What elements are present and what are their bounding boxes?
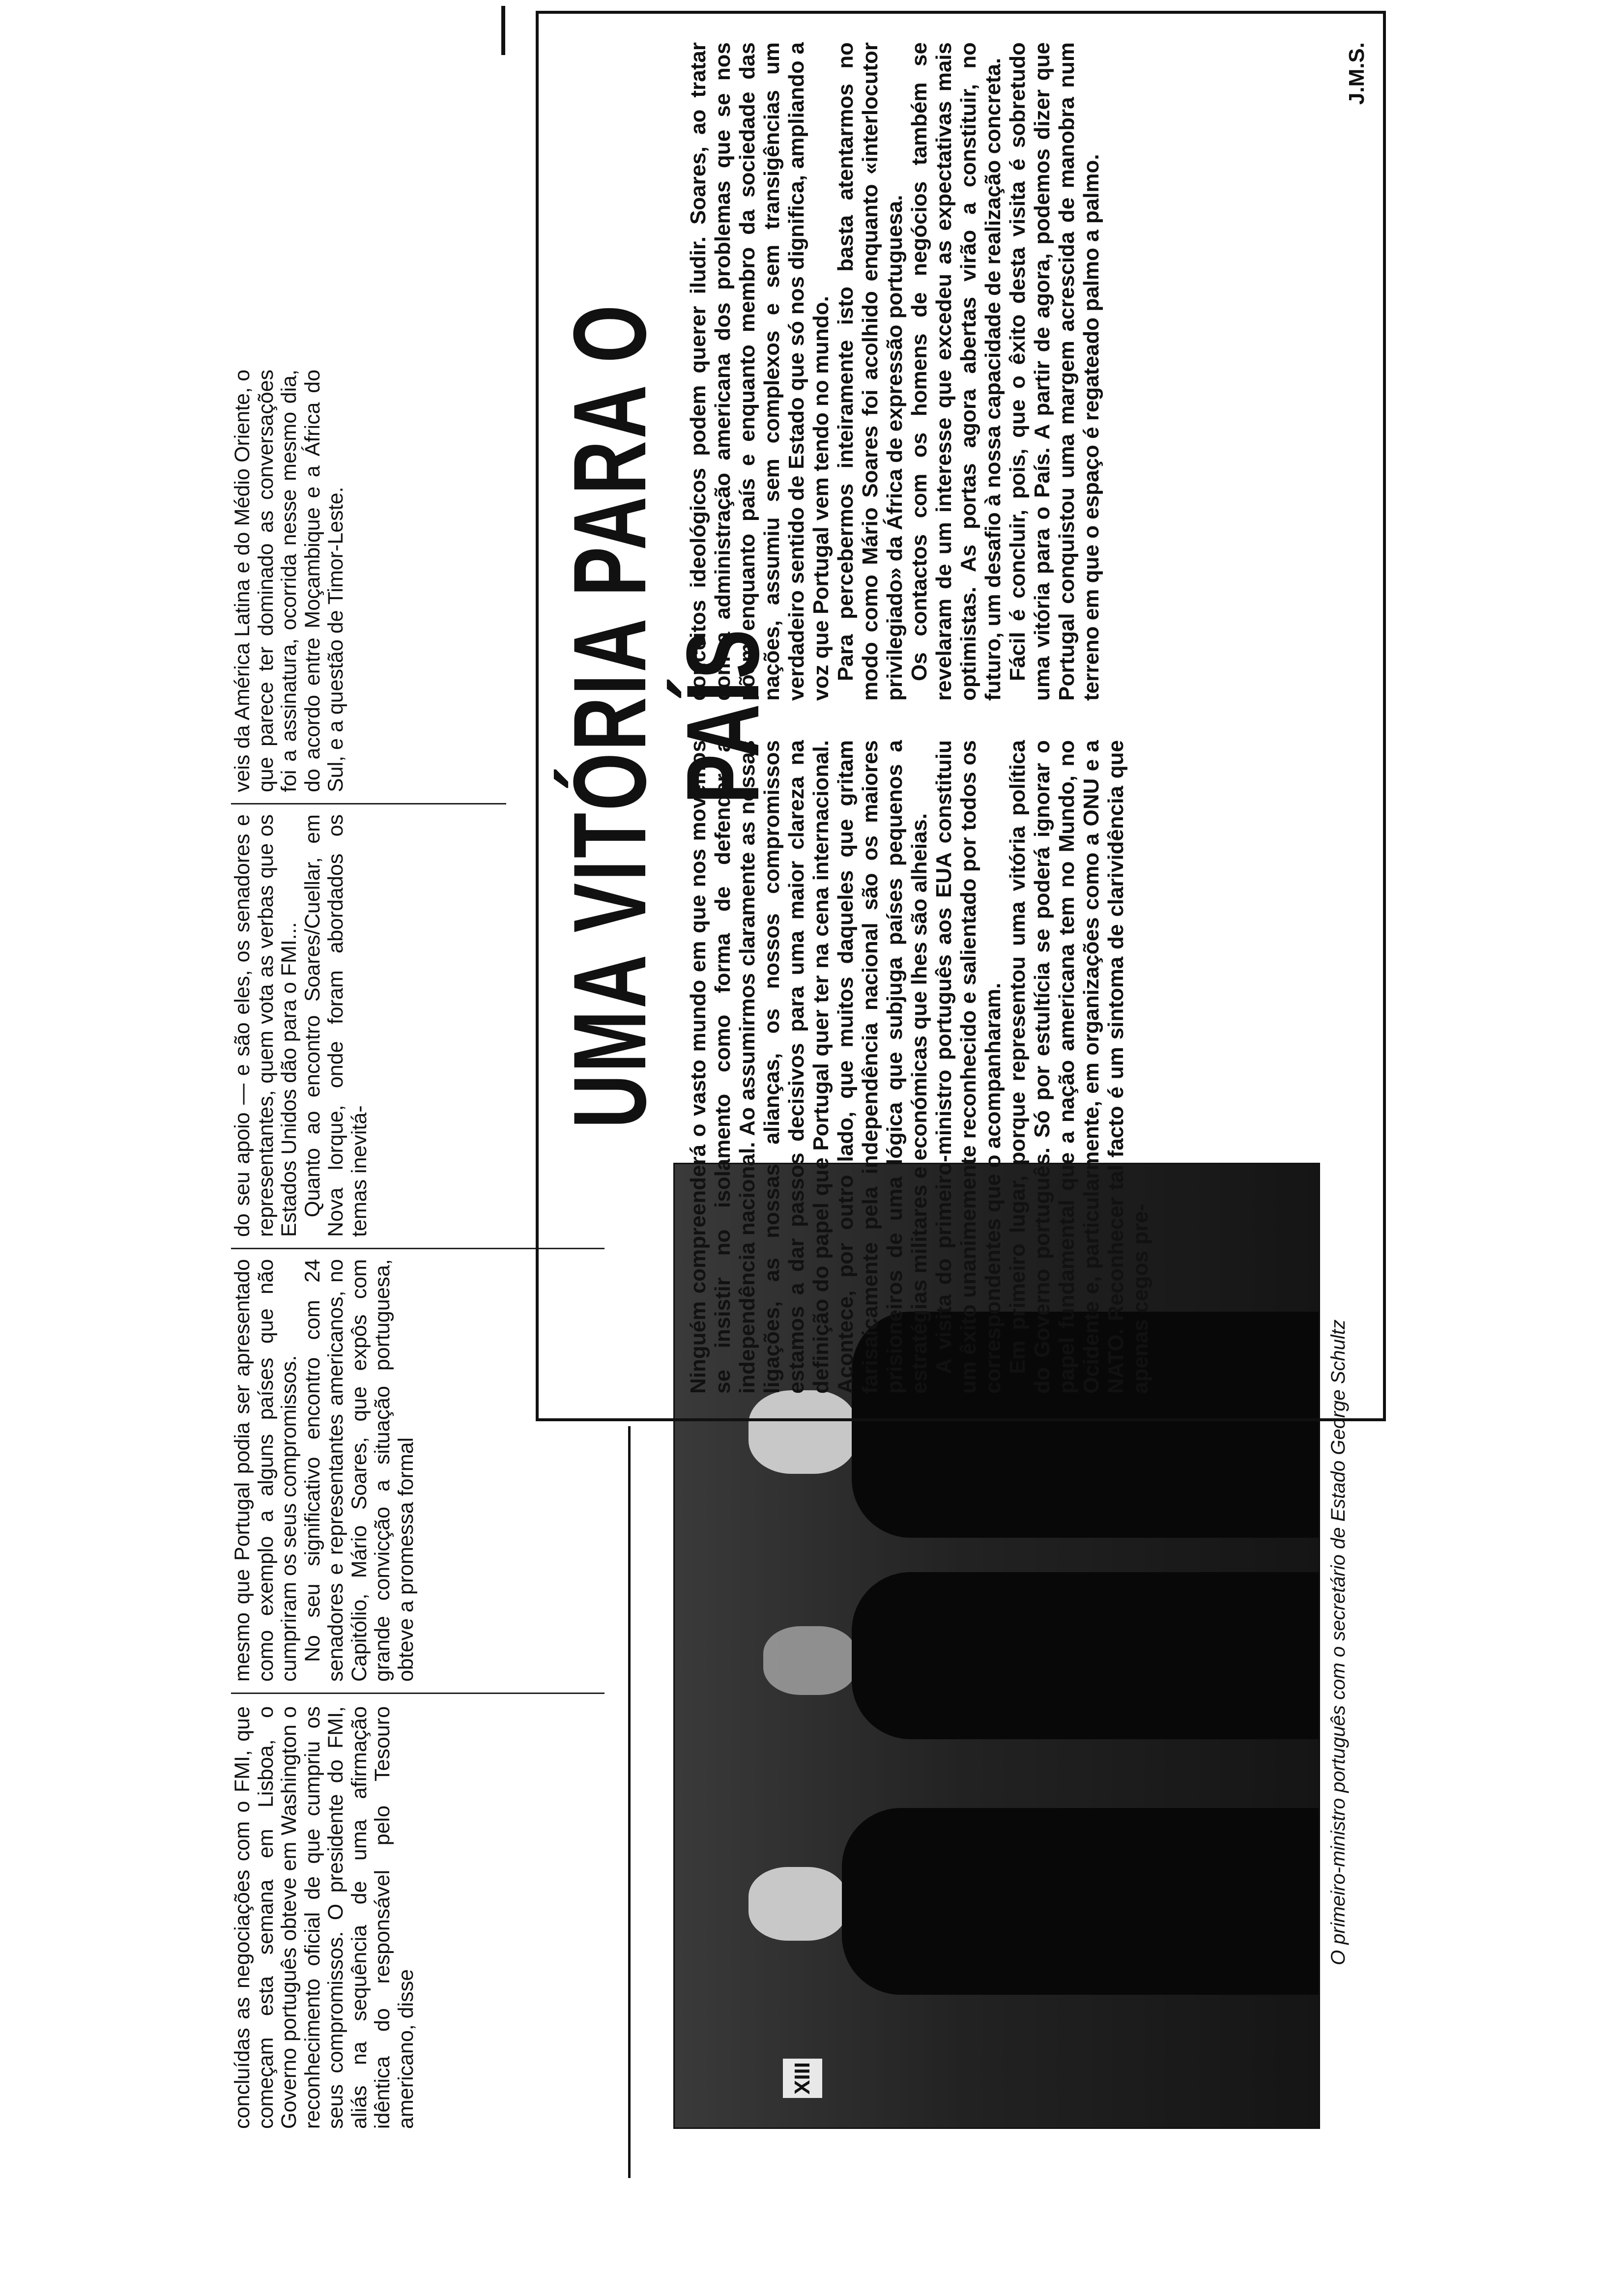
top-rule-right <box>501 6 505 55</box>
paragraph: A visita do primeiro-ministro português aos EUA constituiu um êxito unanimemente reconhecido e salientado por todos os correspondentes que o acompanharam. <box>932 740 1005 1394</box>
paragraph: Os contactos com os homens de negócios também se revelaram de um interesse que excedeu as expectativas mais optimistas. As portas agora abertas virão a constituir, no futuro, um desafio à nossa capacidade de realização concreta. <box>907 42 1005 701</box>
column-divider <box>231 1693 604 1694</box>
editorial-signature: J.M.S. <box>1345 42 1369 105</box>
photo-flag-plaque: XIII <box>783 2059 822 2098</box>
paragraph: mesmo que Portugal podia ser apresentado como exemplo a alguns países que não cumpriram os seus compromissos. <box>230 1259 301 1682</box>
paragraph: veis da América Latina e do Médio Oriente, o que parece ter dominado as conversações foi a assinatura, ocorrida nesse mesmo dia, do acordo entre Moçambique e a África do Sul, e a questão de Timor-Leste. <box>230 370 347 792</box>
editorial-headline: UMA VITÓRIA PARA O PAÍS <box>552 303 780 1128</box>
paragraph: do seu apoio — e são eles, os senadores e representantes, quem vota as verbas que os Estados Unidos dão para o FMI... <box>230 814 301 1237</box>
paragraph: conceitos ideológicos podem querer iludir. Soares, ao tratar com a administração americana dos problemas que se nos põem enquanto país e enquanto membro da sociedade das nações, assumiu sem complexos e sem transigências um verdadeiro sentido de Estado que só nos dignifica, ampliando a voz que Portugal vem tendo no mundo. <box>686 42 833 701</box>
article-column-1 <box>231 1706 418 2129</box>
paragraph: Para percebermos inteiramente isto basta atentarmos no modo como Mário Soares foi acolhido enquanto «interlocutor privilegiado» da África de expressão portuguesa. <box>834 42 907 701</box>
person-head-left <box>748 1867 847 1941</box>
column-divider <box>231 803 506 804</box>
editorial-column-a <box>686 740 1153 1394</box>
paragraph: No seu significativo encontro com 24 senadores e representantes americanos, no Capitólio, Mário Soares, que expôs com grande convicção a situação portuguesa, obteve a promessa formal <box>300 1259 418 1682</box>
paragraph: Ninguém compreenderá o vasto mundo em que nos movemos se insistir no isolamento como forma de defender a independência nacional. Ao assumirmos claramente as nossas ligações, as nossas alianças, os nossos compromissos estamos a dar passos decisivos para uma maior clareza na definição do papel que Portugal quer ter na cena internacional. Acontece, por outro lado, que muitos daqueles que gritam farisaicamente pela independência nacional são os maiores prisioneiros de uma lógica que subjuga países pequenos a estratégias militares e económicas que lhes são alheias. <box>686 740 931 1394</box>
editorial-column-b <box>686 42 1104 701</box>
person-body-middle <box>852 1572 1320 1739</box>
article-column-4 <box>231 370 348 792</box>
paragraph: Fácil é concluir, pois, que o êxito desta visita é sobretudo uma vitória para o País. A partir de agora, podemos dizer que Portugal conquistou uma margem acrescida de manobra num terreno em que o espaço é regateado palmo a palmo. <box>1006 42 1103 701</box>
paragraph: Quanto ao encontro Soares/Cuellar, em Nova Iorque, onde foram abordados os temas inevitá- <box>300 814 371 1237</box>
article-column-2 <box>231 1259 418 1682</box>
article-column-3 <box>231 814 371 1237</box>
person-head-middle <box>763 1626 857 1695</box>
paragraph: concluídas as negociações com o FMI, que começam esta semana em Lisboa, o Governo português obteve em Washington o reconhecimento oficial de que cumpriu os seus compromissos. O presidente do FMI, aliás na sequência de uma afirmação idêntica do responsável pelo Tesouro americano, disse <box>230 1706 418 2129</box>
photo-caption: O primeiro-ministro português com o secretário de Estado George Schultz <box>1327 1320 1349 1965</box>
paragraph: Em primeiro lugar, porque representou uma vitória política do Governo português. Só por estultícia se poderá ignorar o papel fundamental que a nação americana tem no Mundo, no Ocidente e, particularmente, em organizações como a ONU e a NATO. Reconhecer tal facto é um sintoma de clarividência que apenas cegos pre- <box>1006 740 1152 1394</box>
editorial-box <box>536 11 1386 1421</box>
person-body-left <box>842 1808 1320 1995</box>
top-rule-left <box>628 1426 631 2178</box>
